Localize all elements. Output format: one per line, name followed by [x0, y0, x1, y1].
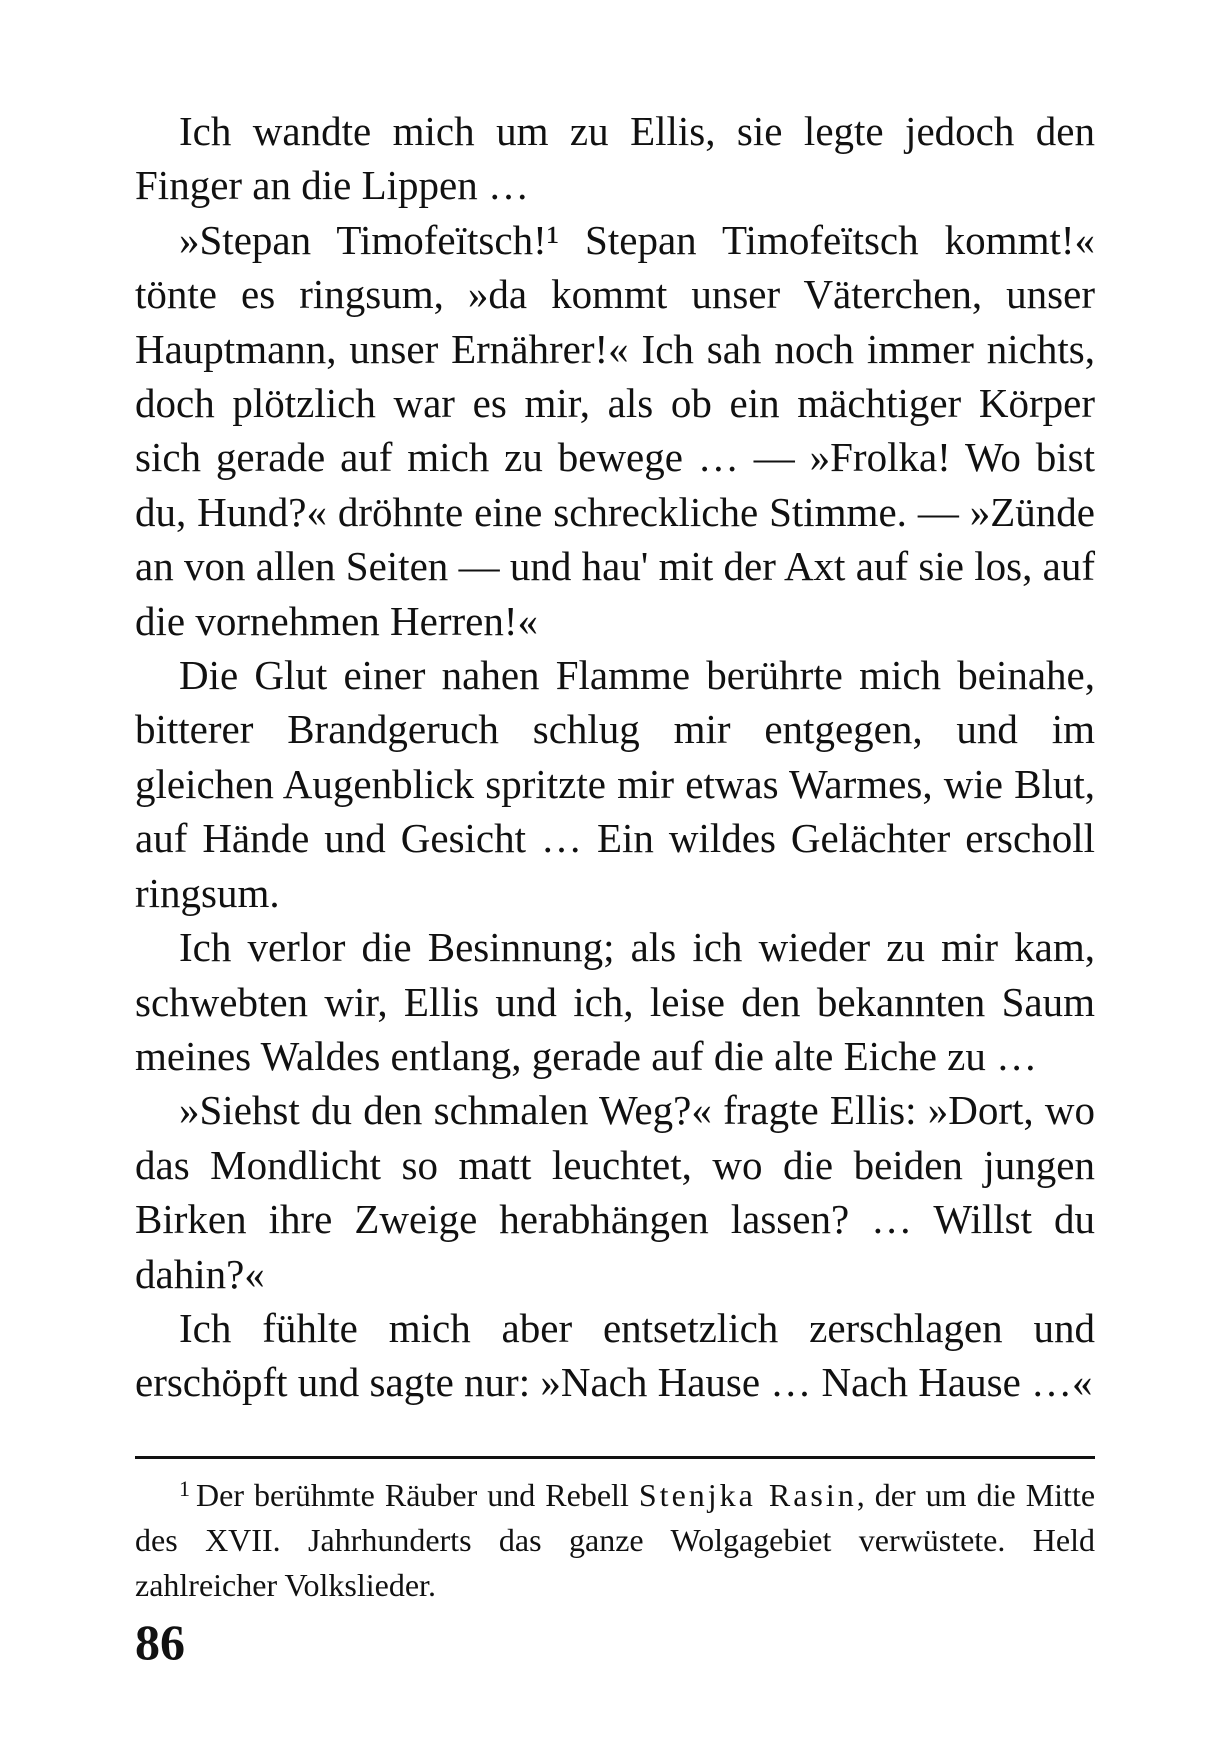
paragraph-3: Die Glut einer nahen Flamme berührte mich beinahe, bitterer Brandgeruch schlug mir entgegen, und im gleichen Augenblick spritzte mir etwas Warmes, wie Blut, auf Hände und Gesicht … Ein wildes Gelächter erscholl ringsum.: [135, 652, 1095, 916]
footnote-text-after: , der um die Mitte des XVII. Jahrhunderts das ganze Wolgagebiet verwüstete. Held zahlreicher Volkslieder.: [135, 1477, 1096, 1603]
footnote-name: Stenjka Rasin: [638, 1477, 857, 1513]
page-body: [135, 104, 1095, 1410]
paragraph-2: »Stepan Timofeïtsch!¹ Stepan Timofeïtsch kommt!« tönte es ringsum, »da kommt unser Väterchen, unser Hauptmann, unser Ernährer!« Ich sah noch immer nichts, doch plötzlich war es mir, als ob ein mächtiger Körper sich gerade auf mich zu bewege … — »Frolka! Wo bist du, Hund?« dröhnte eine schreckliche Stimme. — »Zünde an von allen Seiten — und hau' mit der Axt auf sie los, auf die vornehmen Herren!«: [135, 216, 1095, 644]
paragraph-4: Ich verlor die Besinnung; als ich wieder zu mir kam, schwebten wir, Ellis und ich, leise den bekannten Saum meines Waldes entlang, gerade auf die alte Eiche zu …: [135, 924, 1095, 1079]
footnote-marker: 1: [179, 1476, 190, 1501]
paragraph-6: Ich fühlte mich aber entsetzlich zerschlagen und erschöpft und sagte nur: »Nach Hause … Nach Hause …«: [135, 1304, 1095, 1406]
paragraph-5: »Siehst du den schmalen Weg?« fragte Ellis: »Dort, wo das Mondlicht so matt leuchtet, wo die beiden jungen Birken ihre Zweige herabhängen lassen? … Willst du dahin?«: [135, 1087, 1095, 1297]
footnote-text-before: Der berühmte Räuber und Rebell: [196, 1477, 629, 1513]
page-number: 86: [135, 1614, 185, 1670]
paragraph-1: Ich wandte mich um zu Ellis, sie legte jedoch den Finger an die Lippen …: [135, 108, 1095, 209]
footnote: [135, 1466, 1095, 1608]
footnote-divider: [135, 1456, 1095, 1459]
